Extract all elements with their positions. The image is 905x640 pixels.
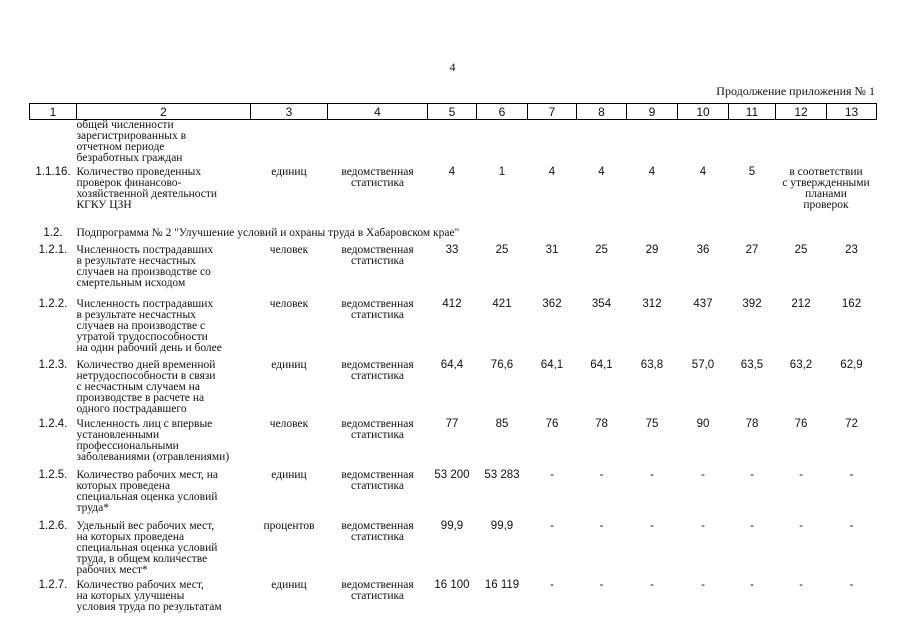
column-header: 3 [251, 104, 328, 120]
indicator-name: Количество рабочих мест, на которых улучшены условия труда по результатам [76, 578, 222, 613]
indicator-name: Количество дней временной нетрудоспособности в связи с несчастным случаем на производстве в расчете на одного пострадавшего [76, 358, 216, 415]
section-row [30, 228, 877, 245]
value-cell: 78 [745, 417, 759, 430]
value-cell: - [849, 578, 854, 591]
unit-cell [251, 120, 328, 167]
row-number: 1.2.1. [38, 243, 68, 256]
value-cell: - [849, 519, 854, 532]
value-cell: 85 [495, 417, 509, 430]
page-number: 4 [449, 60, 456, 74]
indicator-name: общей численности зарегистрированных в отчетном периоде безработных граждан [76, 119, 187, 164]
table-row [30, 470, 877, 521]
value-cell: - [550, 468, 554, 481]
value-cell: - [650, 519, 654, 532]
row-number: 1.2.3. [38, 358, 68, 371]
unit-cell: процентов [263, 519, 315, 532]
value-cell: 53 200 [434, 468, 470, 481]
table-row [30, 360, 877, 419]
source-cell: ведомственная статистика [341, 578, 414, 602]
value-cell: 31 [545, 243, 559, 256]
value-cell [678, 120, 729, 167]
value-cell: 312 [642, 297, 662, 310]
source-cell: ведомственная статистика [341, 468, 414, 492]
value-cell: 5 [748, 165, 756, 178]
value-cell: 162 [841, 297, 862, 310]
value-cell: 64,1 [540, 358, 564, 371]
value-cell: - [750, 578, 754, 591]
value-cell: 78 [595, 417, 608, 430]
value-cell: - [650, 468, 654, 481]
value-cell: 4 [699, 165, 707, 178]
row-number: 1.2.5. [38, 468, 68, 481]
value-cell: 64,1 [590, 358, 613, 371]
indicator-name: Удельный вес рабочих мест, на которых проведена специальная оценка условий труда, в общем количестве рабочих мест* [76, 519, 218, 576]
value-cell: 437 [693, 297, 713, 310]
unit-cell: человек [269, 417, 309, 430]
value-cell: 392 [742, 297, 762, 310]
continuation-label: Продолжение приложения № 1 [716, 84, 875, 98]
row-number: 1.2.6. [38, 519, 68, 532]
row-number [30, 120, 77, 167]
unit-cell: единиц [271, 468, 307, 481]
value-cell [428, 120, 477, 167]
unit-cell: единиц [271, 358, 307, 371]
column-header: 2 [77, 104, 251, 120]
value-cell: 25 [495, 243, 509, 256]
value-cell [827, 120, 877, 167]
value-cell: 90 [696, 417, 710, 430]
value-cell: 76,6 [490, 358, 514, 371]
value-cell: 412 [442, 297, 462, 310]
source-cell: ведомственная статистика [341, 165, 414, 189]
value-cell: 53 283 [484, 468, 520, 481]
source-cell: ведомственная статистика [341, 297, 414, 321]
table-row [30, 167, 877, 228]
note-cell: в соответствии с утвержденными планами проверок [782, 165, 870, 211]
value-cell: - [799, 519, 803, 532]
value-cell: - [799, 578, 803, 591]
value-cell: 72 [845, 417, 858, 430]
value-cell: 99,9 [490, 519, 514, 532]
column-header: 4 [328, 104, 428, 120]
table-row [30, 521, 877, 580]
value-cell: 16 119 [484, 578, 520, 591]
value-cell: 362 [542, 297, 562, 310]
table-row [30, 245, 877, 299]
row-number: 1.2. [43, 226, 63, 239]
value-cell: - [599, 578, 604, 591]
value-cell: - [650, 578, 654, 591]
column-header: 5 [428, 104, 477, 120]
value-cell: 16 100 [434, 578, 470, 591]
value-cell: - [701, 578, 705, 591]
source-cell: ведомственная статистика [341, 243, 414, 267]
value-cell: 62,9 [840, 358, 863, 371]
value-cell: 63,2 [789, 358, 813, 371]
table-row [30, 120, 877, 167]
indicator-name: Численность пострадавших в результате несчастных случаев на производстве с утратой трудоспособности на один рабочий день и более [76, 297, 222, 354]
value-cell [577, 120, 627, 167]
value-cell: - [599, 519, 604, 532]
unit-cell: единиц [271, 165, 307, 178]
unit-cell: человек [269, 243, 309, 256]
value-cell: 25 [595, 243, 608, 256]
source-cell: ведомственная статистика [341, 358, 414, 382]
column-header: 8 [577, 104, 627, 120]
value-cell: 77 [445, 417, 459, 430]
value-cell: 63,8 [640, 358, 664, 371]
value-cell: - [550, 519, 554, 532]
value-cell [627, 120, 678, 167]
value-cell: 76 [545, 417, 559, 430]
value-cell: 99,9 [440, 519, 464, 532]
column-header: 6 [477, 104, 528, 120]
value-cell: 33 [445, 243, 459, 256]
value-cell: - [701, 519, 705, 532]
value-cell: 57,0 [691, 358, 715, 371]
unit-cell: единиц [271, 578, 307, 591]
header-row [30, 104, 877, 120]
value-cell: 36 [696, 243, 710, 256]
value-cell: 1 [498, 165, 506, 178]
row-number: 1.1.16. [35, 165, 71, 178]
column-header: 10 [678, 104, 729, 120]
column-header: 11 [729, 104, 776, 120]
source-cell [328, 120, 428, 167]
value-cell: 76 [794, 417, 808, 430]
value-cell: - [799, 468, 803, 481]
value-cell: - [701, 468, 705, 481]
value-cell: 63,5 [740, 358, 764, 371]
value-cell: 4 [548, 165, 556, 178]
value-cell: - [550, 578, 554, 591]
value-cell: 4 [598, 165, 605, 178]
row-number: 1.2.2. [38, 297, 68, 310]
table-row [30, 419, 877, 470]
value-cell: 23 [845, 243, 858, 256]
value-cell: - [750, 468, 754, 481]
value-cell: 4 [648, 165, 656, 178]
value-cell [477, 120, 528, 167]
row-number: 1.2.4. [38, 417, 68, 430]
column-header: 13 [827, 104, 877, 120]
row-number: 1.2.7. [38, 578, 68, 591]
column-header: 1 [30, 104, 77, 120]
value-cell: - [599, 468, 604, 481]
value-cell [776, 120, 827, 167]
table-header [30, 104, 877, 120]
value-cell: 25 [794, 243, 808, 256]
value-cell: 4 [448, 165, 456, 178]
source-cell: ведомственная статистика [341, 417, 414, 441]
indicator-name: Количество рабочих мест, на которых проведена специальная оценка условий труда* [76, 468, 219, 514]
section-title: Подпрограмма № 2 "Улучшение условий и охраны труда в Хабаровском крае" [76, 226, 460, 239]
column-header: 7 [528, 104, 577, 120]
value-cell: - [750, 519, 754, 532]
indicator-name: Численность лиц с впервые установленными профессиональными заболеваниями (отравлениями) [76, 417, 230, 463]
value-cell: 75 [645, 417, 659, 430]
value-cell: 212 [791, 297, 811, 310]
column-header: 9 [627, 104, 678, 120]
value-cell [729, 120, 776, 167]
value-cell: 64,4 [440, 358, 464, 371]
value-cell: 354 [591, 297, 612, 310]
indicator-name: Количество проведенных проверок финансово- хозяйственной деятельности КГКУ ЦЗН [76, 165, 218, 211]
value-cell [528, 120, 577, 167]
table-row [30, 580, 877, 620]
indicators-table [29, 103, 877, 620]
table-row [30, 299, 877, 360]
column-header: 12 [776, 104, 827, 120]
unit-cell: человек [269, 297, 309, 310]
value-cell: - [849, 468, 854, 481]
indicator-name: Численность пострадавших в результате несчастных случаев на производстве со смертельным исходом [76, 243, 214, 289]
value-cell: 27 [745, 243, 759, 256]
source-cell: ведомственная статистика [341, 519, 414, 543]
table-body [30, 120, 877, 620]
value-cell: 421 [492, 297, 512, 310]
value-cell: 29 [645, 243, 659, 256]
